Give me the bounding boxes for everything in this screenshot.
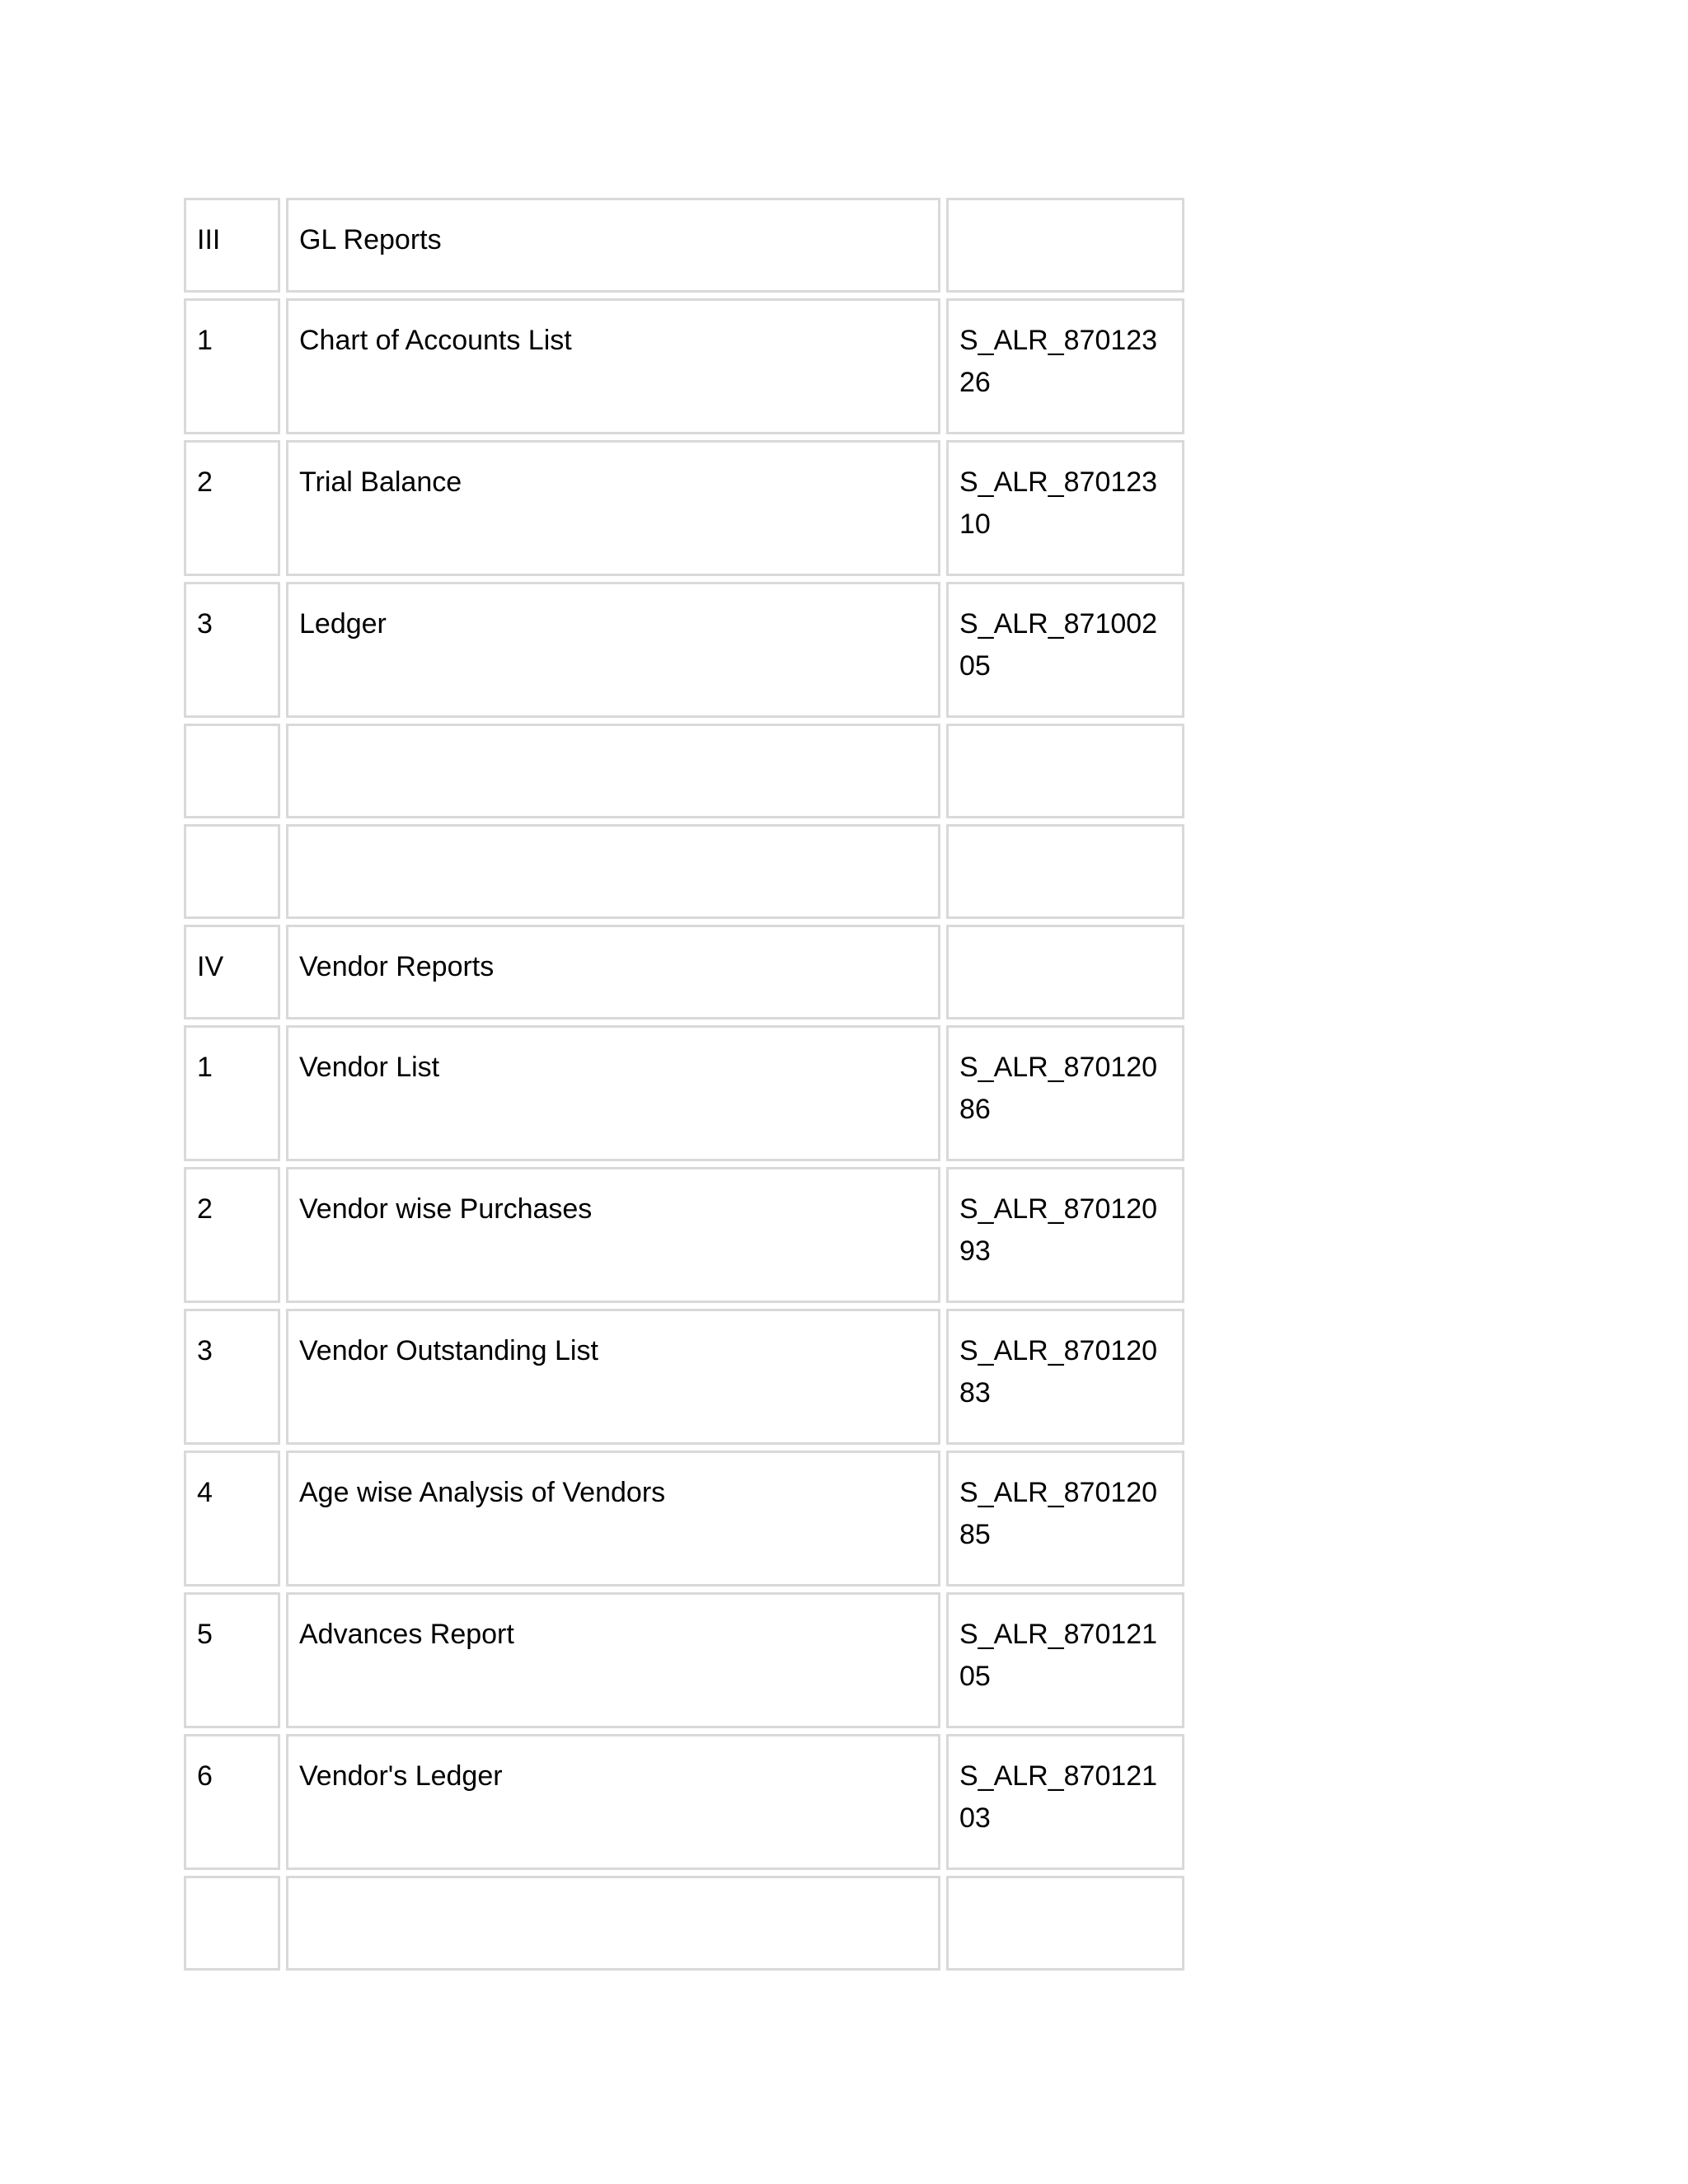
transaction-code-cell: S_ALR_87012086 (946, 1025, 1184, 1161)
table-row (184, 1309, 1184, 1445)
reports-table (178, 192, 1190, 1976)
row-number-cell (184, 824, 280, 919)
transaction-code-cell: S_ALR_87012105 (946, 1592, 1184, 1728)
report-name-cell (286, 1876, 940, 1971)
table-row (184, 582, 1184, 718)
report-name-cell (286, 824, 940, 919)
table-row (184, 1876, 1184, 1971)
table-row (184, 1451, 1184, 1586)
row-number-cell: 1 (184, 298, 280, 434)
table-row (184, 1734, 1184, 1870)
table-row (184, 1167, 1184, 1303)
table-row (184, 1025, 1184, 1161)
report-name-cell: Vendor's Ledger (286, 1734, 940, 1870)
transaction-code-cell (946, 925, 1184, 1019)
transaction-code-cell (946, 824, 1184, 919)
row-number-cell: IV (184, 925, 280, 1019)
report-name-cell: Vendor Outstanding List (286, 1309, 940, 1445)
row-number-cell: 5 (184, 1592, 280, 1728)
table-row (184, 1592, 1184, 1728)
table-row (184, 440, 1184, 576)
row-number-cell: 3 (184, 1309, 280, 1445)
transaction-code-cell: S_ALR_87012085 (946, 1451, 1184, 1586)
row-number-cell: III (184, 198, 280, 293)
transaction-code-cell: S_ALR_87012093 (946, 1167, 1184, 1303)
report-name-cell: Vendor List (286, 1025, 940, 1161)
row-number-cell: 1 (184, 1025, 280, 1161)
row-number-cell (184, 1876, 280, 1971)
table-row (184, 824, 1184, 919)
report-name-cell: Ledger (286, 582, 940, 718)
transaction-code-cell: S_ALR_87100205 (946, 582, 1184, 718)
transaction-code-cell (946, 724, 1184, 818)
report-name-cell: GL Reports (286, 198, 940, 293)
table-row (184, 298, 1184, 434)
table-row (184, 925, 1184, 1019)
row-number-cell: 2 (184, 1167, 280, 1303)
row-number-cell: 4 (184, 1451, 280, 1586)
report-name-cell: Vendor Reports (286, 925, 940, 1019)
report-name-cell: Advances Report (286, 1592, 940, 1728)
transaction-code-cell: S_ALR_87012083 (946, 1309, 1184, 1445)
transaction-code-cell: S_ALR_87012103 (946, 1734, 1184, 1870)
transaction-code-cell (946, 198, 1184, 293)
transaction-code-cell: S_ALR_87012310 (946, 440, 1184, 576)
transaction-code-cell (946, 1876, 1184, 1971)
row-number-cell: 2 (184, 440, 280, 576)
report-name-cell: Age wise Analysis of Vendors (286, 1451, 940, 1586)
row-number-cell (184, 724, 280, 818)
row-number-cell: 6 (184, 1734, 280, 1870)
report-name-cell: Chart of Accounts List (286, 298, 940, 434)
row-number-cell: 3 (184, 582, 280, 718)
transaction-code-cell: S_ALR_87012326 (946, 298, 1184, 434)
table-row (184, 724, 1184, 818)
table-row (184, 198, 1184, 293)
report-name-cell (286, 724, 940, 818)
report-name-cell: Trial Balance (286, 440, 940, 576)
report-name-cell: Vendor wise Purchases (286, 1167, 940, 1303)
